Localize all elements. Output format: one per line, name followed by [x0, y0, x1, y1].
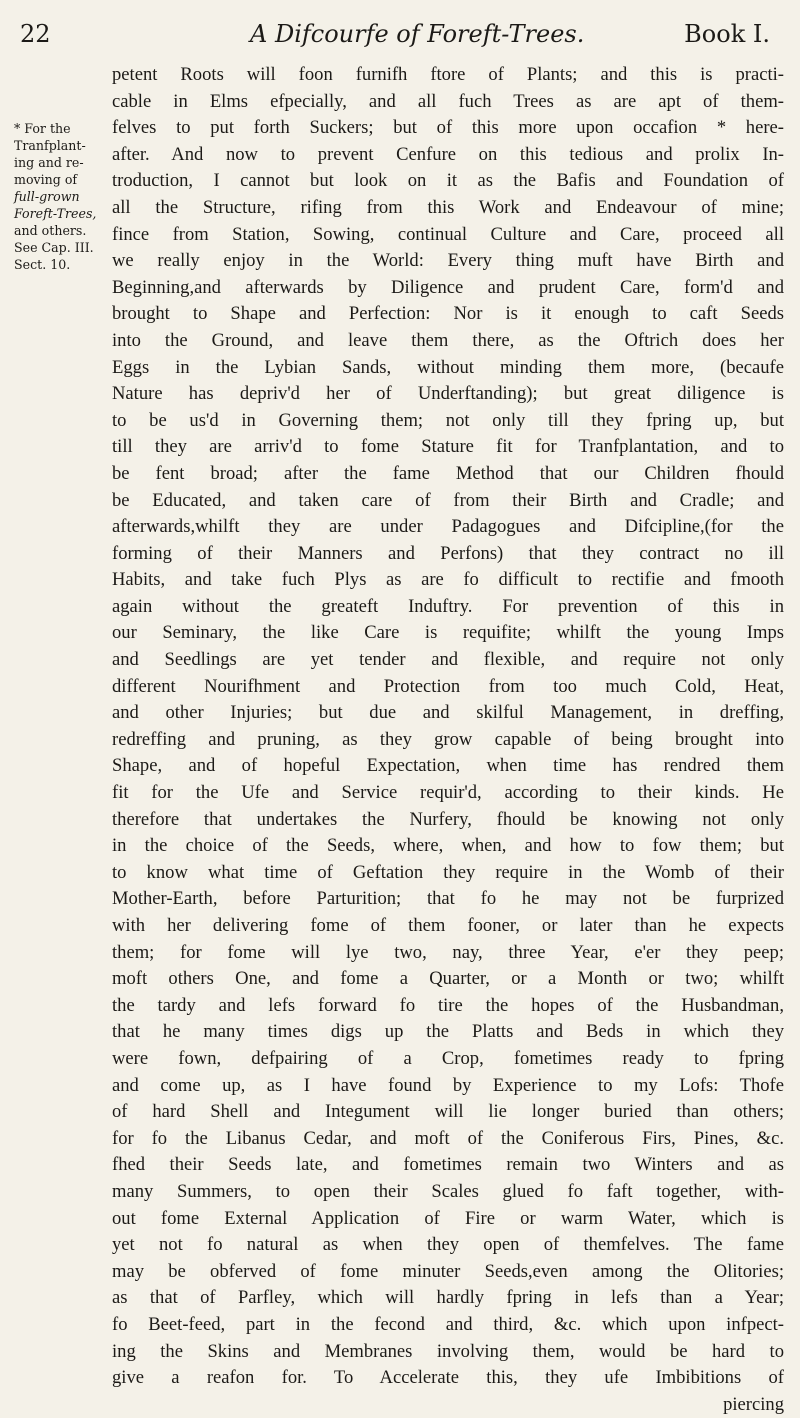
- text-line: were fown, defpairing of a Crop, fometimes ready to fpring: [112, 1047, 784, 1069]
- text-line: Beginning,and afterwards by Diligence and prudent Care, form'd and: [112, 276, 784, 298]
- text-line: fo Beet-feed, part in the fecond and third, &c. which upon infpect-: [112, 1313, 784, 1335]
- text-line: different Nourifhment and Protection from too much Cold, Heat,: [112, 675, 784, 697]
- text-line: therefore that undertakes the Nurfery, fhould be knowing not only: [112, 808, 784, 830]
- text-line: fit for the Ufe and Service requir'd, according to their kinds. He: [112, 782, 784, 804]
- page-number: 22: [20, 20, 51, 48]
- text-line: moft others One, and fome a Quarter, or a Month or two; whilft: [112, 968, 784, 990]
- margin-note-line: ing and re-: [14, 155, 84, 170]
- text-line: yet not fo natural as when they open of themfelves. The fame: [112, 1234, 784, 1256]
- margin-note-line: Foreft-Trees,: [14, 206, 97, 221]
- text-line: our Seminary, the like Care is requifite; whilft the young Imps: [112, 622, 784, 644]
- margin-note-line: and others.: [14, 223, 87, 238]
- text-line: forming of their Manners and Perfons) that they contract no ill: [112, 542, 784, 564]
- text-line: the tardy and lefs forward fo tire the hopes of the Husbandman,: [112, 994, 784, 1016]
- margin-note-line: Tranfplant-: [14, 138, 86, 153]
- text-line: Eggs in the Lybian Sands, without minding them more, (becaufe: [112, 356, 784, 378]
- text-line: and come up, as I have found by Experience to my Lofs: Thofe: [112, 1074, 784, 1096]
- text-line: Shape, and of hopeful Expectation, when time has rendred them: [112, 755, 784, 777]
- text-line: petent Roots will foon furnifh ftore of Plants; and this is practi-: [112, 64, 784, 85]
- text-line: brought to Shape and Perfection: Nor is it enough to caft Seeds: [112, 303, 784, 325]
- text-line: that he many times digs up the Platts and Beds in which they: [112, 1021, 784, 1043]
- margin-note-line: Sect. 10.: [14, 257, 71, 272]
- margin-note-line: * For the: [14, 121, 71, 136]
- text-line: be fent broad; after the fame Method that our Children fhould: [112, 462, 784, 484]
- text-line: many Summers, to open their Scales glued fo faft together, with-: [112, 1180, 784, 1202]
- text-line: after. And now to prevent Cenfure on this tedious and prolix In-: [112, 143, 784, 165]
- text-line: Mother-Earth, before Parturition; that fo he may not be furprized: [112, 888, 784, 910]
- text-line: troduction, I cannot but look on it as the Bafis and Foundation of: [112, 170, 784, 192]
- book-label: Book I.: [684, 20, 770, 48]
- text-line: Habits, and take fuch Plys as are fo difficult to rectifie and fmooth: [112, 569, 784, 591]
- margin-note-line: See Cap. III.: [14, 240, 94, 255]
- text-line: to be us'd in Governing them; not only till they fpring up, but: [112, 409, 784, 431]
- text-line: Nature has depriv'd her of Underftanding); but great diligence is: [112, 383, 784, 405]
- text-line: afterwards,whilft they are under Padagogues and Difcipline,(for the: [112, 516, 784, 538]
- text-line: of hard Shell and Integument will lie longer buried than others;: [112, 1101, 784, 1123]
- margin-note-line: full-grown: [14, 189, 80, 204]
- text-line: all the Structure, rifing from this Work and Endeavour of mine;: [112, 196, 784, 218]
- text-line: till they are arriv'd to fome Stature fit for Tranfplantation, and to: [112, 436, 784, 458]
- text-line: and other Injuries; but due and skilful Management, in dreffing,: [112, 702, 784, 724]
- text-line: may be obferved of fome minuter Seeds,even among the Olitories;: [112, 1260, 784, 1282]
- text-line: fhed their Seeds late, and fometimes remain two Winters and as: [112, 1154, 784, 1176]
- text-line: for fo the Libanus Cedar, and moft of the Coniferous Firs, Pines, &c.: [112, 1127, 784, 1149]
- text-line: again without the greateft Induftry. For prevention of this in: [112, 595, 784, 617]
- text-line: in the choice of the Seeds, where, when, and how to fow them; but: [112, 835, 784, 857]
- running-header: [20, 18, 770, 58]
- text-line: give a reafon for. To Accelerate this, they ufe Imbibitions of: [112, 1367, 784, 1389]
- text-line: fince from Station, Sowing, continual Culture and Care, proceed all: [112, 223, 784, 245]
- text-line: them; for fome will lye two, nay, three Year, e'er they peep;: [112, 941, 784, 963]
- running-title: A Difcourfe of Foreft-Trees.: [250, 20, 585, 48]
- text-line: redreffing and pruning, as they grow capable of being brought into: [112, 728, 784, 750]
- margin-note: [14, 120, 102, 273]
- text-line: out fome External Application of Fire or warm Water, which is: [112, 1207, 784, 1229]
- text-line: with her delivering fome of them fooner, or later than he expects: [112, 915, 784, 936]
- text-line: felves to put forth Suckers; but of this more upon occafion * here-: [112, 117, 784, 139]
- text-line: as that of Parfley, which will hardly fpring in lefs than a Year;: [112, 1287, 784, 1309]
- text-line: be Educated, and taken care of from their Birth and Cradle; and: [112, 489, 784, 511]
- text-line: to know what time of Geftation they require in the Womb of their: [112, 861, 784, 883]
- body-text: [112, 62, 784, 1418]
- text-line: piercing: [723, 1393, 784, 1415]
- margin-note-line: moving of: [14, 172, 78, 187]
- text-line: we really enjoy in the World: Every thing muft have Birth and: [112, 250, 784, 272]
- text-line: and Seedlings are yet tender and flexible, and require not only: [112, 649, 784, 671]
- text-line: into the Ground, and leave them there, as the Oftrich does her: [112, 329, 784, 351]
- text-line: ing the Skins and Membranes involving them, would be hard to: [112, 1340, 784, 1362]
- text-line: cable in Elms efpecially, and all fuch Trees as are apt of them-: [112, 90, 784, 112]
